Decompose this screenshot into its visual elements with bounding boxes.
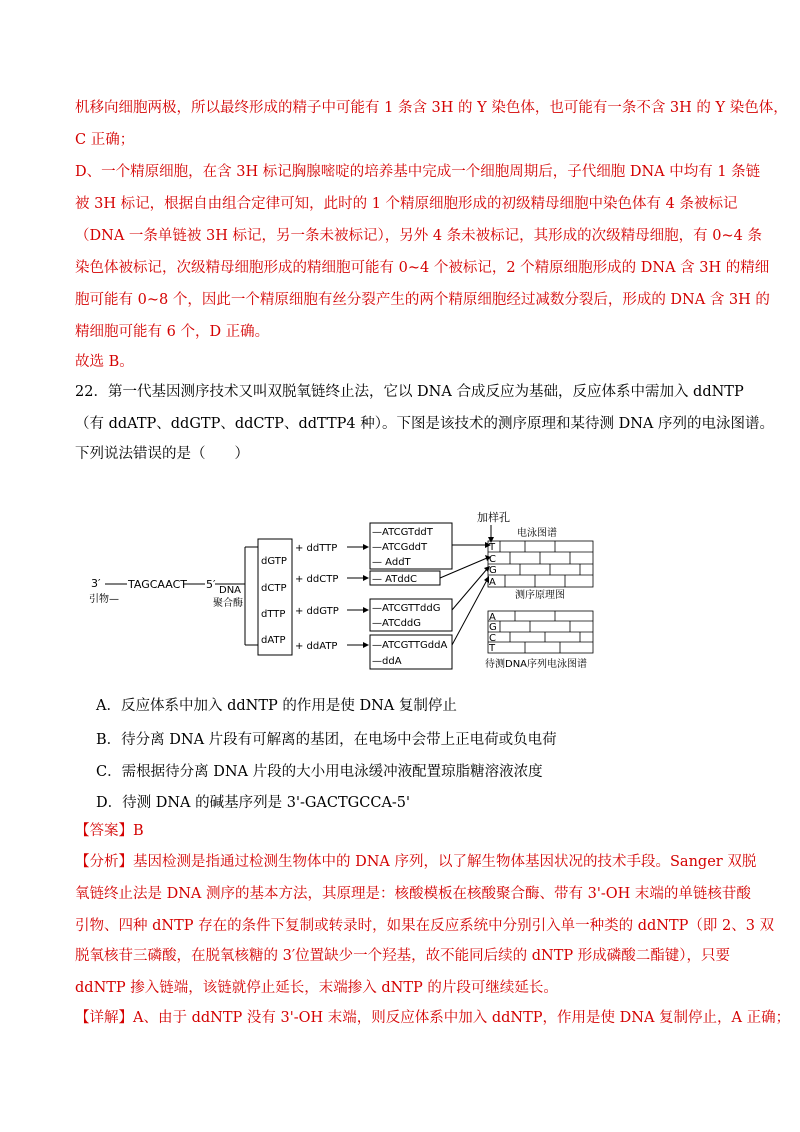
product-fragment: —ATCGddT [372,542,428,553]
lane-label: T [489,643,496,654]
sequencing-diagram [85,505,625,675]
analysis-tag: 【分析】 [75,854,133,870]
dntp-label: dGTP [261,556,287,567]
lane-label: A [489,577,496,588]
product-fragment: —ddA [372,656,402,667]
question-stem: （有 ddATP、ddGTP、ddCTP、ddTTP4 种）。下图是该技术的测序原理和某待测 DNA 序列的电泳图谱。 [75,416,774,432]
lane-label: T [489,542,496,553]
text-line: D、一个精原细胞，在含 3H 标记胸腺嘧啶的培养基中完成一个细胞周期后，子代细胞 DNA 中均有 1 条链 [75,164,761,180]
template-sequence: TAGCAACT [128,578,187,591]
dntp-label: dTTP [261,609,286,620]
detail-line [75,1008,790,1028]
lane-label: G [489,622,497,633]
analysis-text: 基因检测是指通过检测生物体中的 DNA 序列，以了解生物体基因状况的技术手段。Sanger 双脱 [133,854,757,870]
lane-label: A [489,612,496,623]
option-d: D．待测 DNA 的碱基序列是 3'-GACTGCCA-5' [96,795,411,811]
product-fragment: —ATCGTddT [372,527,433,538]
gel-caption: 待测DNA序列电泳图谱 [485,659,588,670]
text-line: （DNA 一条单链被 3H 标记，另一条未被标记），另外 4 条未被标记，其形成的次级精母细胞，有 0~4 条 [75,228,762,244]
answer-line [75,821,144,841]
option-c: C．需根据待分离 DNA 片段的大小用电泳缓冲液配置琼脂糖溶液浓度 [96,764,543,780]
analysis-line: 引物、四种 dNTP 存在的条件下复制或转录时，如果在反应系统中分别引入单一种类的 ddNTP（即 2、3 双 [75,918,775,934]
enzyme-label-2: 聚合酶 [213,598,243,609]
text-line: 被 3H 标记，根据自由组合定律可知，此时的 1 个精原细胞形成的初级精母细胞中染色体有 4 条被标记 [75,196,738,212]
question-stem: 22．第一代基因测序技术又叫双脱氧链终止法，它以 DNA 合成反应为基础，反应体系中需加入 ddNTP [75,384,744,400]
ddntp-label: + ddGTP [295,606,339,617]
gel-title: 电泳图谱 [517,528,557,539]
text-line: C 正确； [75,132,135,148]
lane-label: C [489,633,496,644]
text-line: 胞可能有 0~8 个，因此一个精原细胞有丝分裂产生的两个精原细胞经过减数分裂后，形成的 DNA 含 3H 的 [75,292,770,308]
text-line: 故选 B。 [75,354,134,370]
analysis-line: 脱氧核苷三磷酸，在脱氧核糖的 3′位置缺少一个羟基，故不能同后续的 dNTP 形成磷酸二酯键），只要 [75,948,730,964]
ddntp-label: + ddTTP [295,543,338,554]
text-line: 染色体被标记，次级精母细胞形成的精细胞可能有 0~4 个被标记，2 个精原细胞形成的 DNA 含 3H 的精细 [75,260,770,276]
template-5-label: 5′ [206,578,216,591]
dntp-label: dCTP [261,583,287,594]
well-label: 加样孔 [477,511,510,524]
analysis-line [75,852,756,872]
product-fragment: — ATddC [372,574,418,585]
answer-tag: 【答案】 [75,823,133,839]
template-3-label: 3′ [91,577,101,590]
enzyme-label: DNA [219,585,242,596]
gel-caption: 测序原理图 [515,590,565,601]
text-line: 精细胞可能有 6 个，D 正确。 [75,324,270,340]
product-fragment: —ATCddG [372,618,422,629]
answer-value: B [133,823,144,839]
detail-tag: 【详解】 [75,1010,133,1026]
product-fragment: —ATCGTTGddA [372,640,448,651]
product-fragment: —ATCGTTddG [372,603,441,614]
lane-label: C [489,554,496,565]
lane-label: G [489,565,497,576]
text-line: 机移向细胞两极，所以最终形成的精子中可能有 1 条含 3H 的 Y 染色体，也可能有一条不含 3H 的 Y 染色体， [75,100,788,116]
ddntp-label: + ddCTP [295,574,339,585]
ddntp-label: + ddATP [295,641,338,652]
detail-text: A、由于 ddNTP 没有 3'-OH 末端，则反应体系中加入 ddNTP，作用是使 DNA 复制停止，A 正确； [133,1010,791,1026]
product-fragment: — AddT [372,557,411,568]
analysis-line: 氧链终止法是 DNA 测序的基本方法，其原理是：核酸模板在核酸聚合酶、带有 3'-OH 末端的单链核苷酸 [75,886,751,902]
option-a: A．反应体系中加入 ddNTP 的作用是使 DNA 复制停止 [96,698,457,714]
analysis-line: ddNTP 掺入链端，该链就停止延长，末端掺入 dNTP 的片段可继续延长。 [75,980,558,996]
dntp-label: dATP [261,635,286,646]
option-b: B．待分离 DNA 片段有可解离的基团，在电场中会带上正电荷或负电荷 [96,732,557,748]
question-stem: 下列说法错误的是（ ） [75,446,249,462]
primer-label: 引物— [89,594,119,605]
